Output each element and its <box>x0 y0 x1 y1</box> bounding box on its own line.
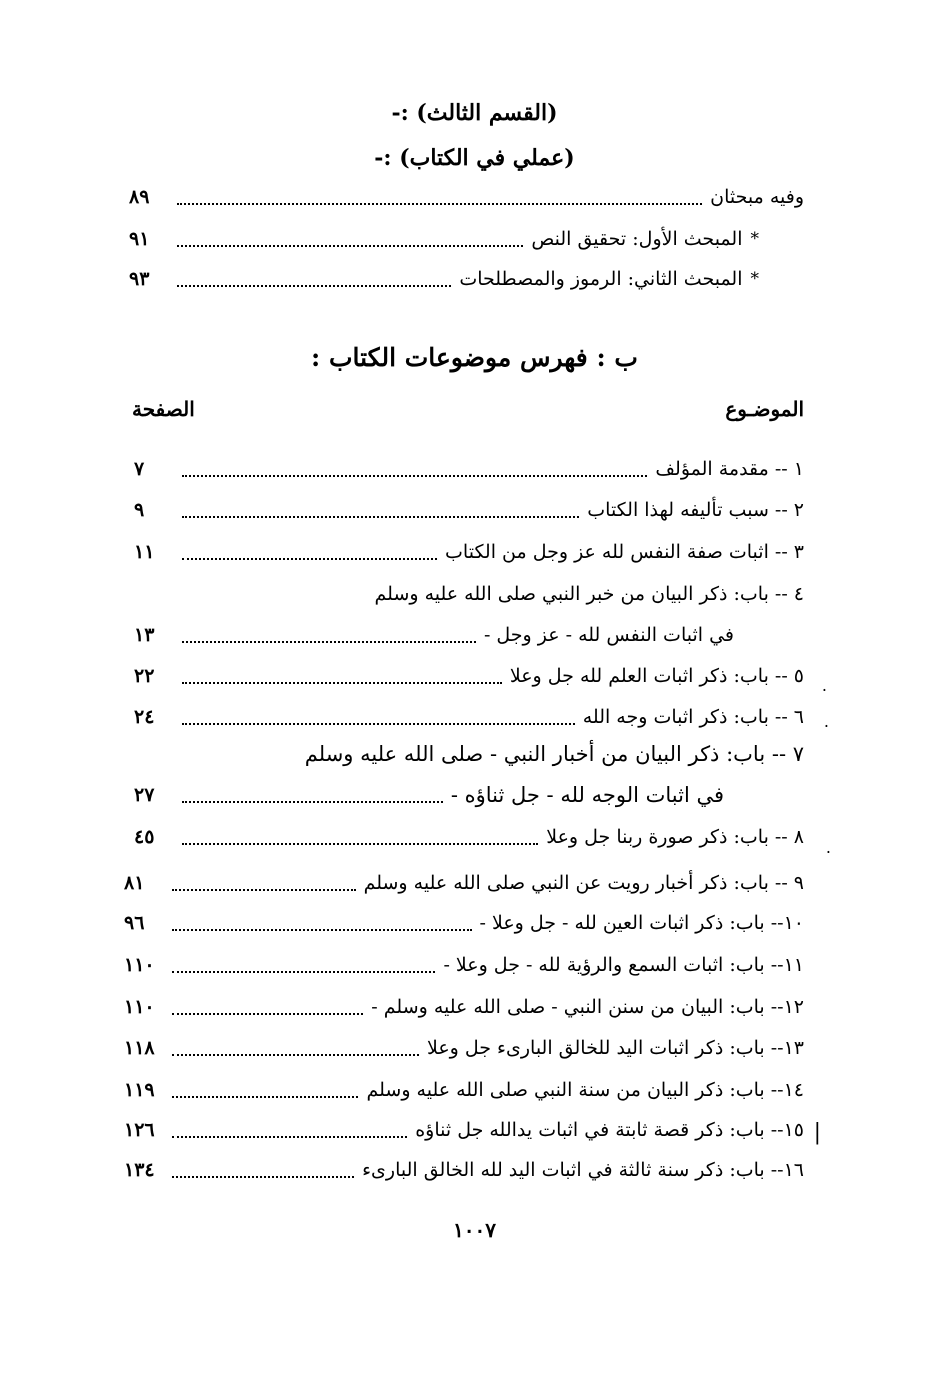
index-entry <box>134 700 804 734</box>
index-entry <box>124 990 804 1024</box>
column-header-page: الصفحة <box>132 397 195 421</box>
entry-text: في اثبات النفس لله - عز وجل - <box>483 624 734 646</box>
entry-page: ٤٥ <box>134 826 155 848</box>
leader-dots <box>182 843 538 845</box>
entry-page: ٢٧ <box>134 784 155 806</box>
toc-row-page: ٨٩ <box>129 186 150 208</box>
part-heading: (القسم الثالث) :- <box>391 100 558 126</box>
entry-text: ٦ -- باب: ذكر اثبات وجه الله <box>582 706 804 728</box>
entry-text: ٢ -- سبب تأليفه لهذا الكتاب <box>587 499 804 521</box>
index-title: ب : فهرس موضوعات الكتاب : <box>311 343 638 372</box>
entry-text: ١١-- باب: اثبات السمع والرؤية لله - جل وعلا - <box>443 954 804 976</box>
margin-speck: . <box>823 712 829 731</box>
entry-text: ١٠-- باب: ذكر اثبات العين لله - جل وعلا - <box>479 912 804 934</box>
leader-dots <box>172 929 472 931</box>
index-entry <box>134 452 804 486</box>
index-entry <box>134 618 734 652</box>
leader-dots <box>182 516 579 518</box>
toc-row-text: وفيه مبحثان <box>710 186 804 208</box>
leader-dots <box>182 475 647 477</box>
index-entry <box>124 1153 804 1187</box>
leader-dots <box>172 1054 419 1056</box>
entry-page: ٢٤ <box>134 706 155 728</box>
my-work-heading: (عملي في الكتاب) :- <box>374 145 575 171</box>
entry-page: ١١٨ <box>124 1037 155 1059</box>
entry-page: ١١٠ <box>124 954 155 976</box>
index-entry-line: ٤ -- باب: ذكر البيان من خبر النبي صلى الله عليه وسلم <box>374 583 804 605</box>
entry-page: ١٣٤ <box>124 1159 155 1181</box>
toc-row-text: المبحث الثاني: الرموز والمصطلحات <box>459 268 743 290</box>
entry-text: ٨ -- باب: ذكر صورة ربنا جل وعلا <box>546 826 804 848</box>
entry-text: ١٢-- باب: البيان من سنن النبي - صلى الله عليه وسلم - <box>371 996 804 1018</box>
toc-row <box>129 262 759 296</box>
toc-row <box>129 222 759 256</box>
column-header-topic: الموضـوع <box>725 397 804 421</box>
entry-page: ٨١ <box>124 872 145 894</box>
entry-page: ١١ <box>134 541 155 563</box>
entry-text: ٥ -- باب: ذكر اثبات العلم لله جل وعلا <box>509 665 804 687</box>
entry-text: ١٤-- باب: ذكر البيان من سنة النبي صلى الله عليه وسلم <box>366 1079 804 1101</box>
leader-dots <box>182 801 443 803</box>
entry-text: في اثبات الوجه لله - جل ثناؤه - <box>450 783 724 807</box>
toc-row-page: ٩١ <box>129 228 150 250</box>
index-entry <box>134 493 804 527</box>
leader-dots <box>177 245 523 247</box>
entry-page: ١١٩ <box>124 1079 155 1101</box>
leader-dots <box>172 1013 363 1015</box>
entry-page: ٧ <box>134 458 145 480</box>
leader-dots <box>172 971 435 973</box>
margin-speck: . <box>821 676 827 695</box>
leader-dots <box>172 1176 354 1178</box>
entry-text: ٩ -- باب: ذكر أخبار رويت عن النبي صلى الله عليه وسلم <box>363 872 804 894</box>
leader-dots <box>182 723 575 725</box>
index-entry <box>124 1031 804 1065</box>
toc-row-text: المبحث الأول: تحقيق النص <box>531 228 743 250</box>
index-entry <box>124 906 804 940</box>
leader-dots <box>182 558 437 560</box>
leader-dots <box>177 203 702 205</box>
leader-dots <box>172 889 356 891</box>
entry-text: ٣ -- اثبات صفة النفس لله عز وجل من الكتاب <box>445 541 804 563</box>
entry-page: ١١٠ <box>124 996 155 1018</box>
leader-dots <box>172 1136 407 1138</box>
entry-text: ١٣-- باب: ذكر اثبات اليد للخالق البارىء جل وعلا <box>426 1037 804 1059</box>
leader-dots <box>182 682 502 684</box>
page-number: ١٠٠٧ <box>453 1218 496 1242</box>
asterisk-bullet: * <box>750 229 759 249</box>
index-entry <box>134 778 724 812</box>
entry-page: ٢٢ <box>134 665 155 687</box>
index-entry <box>124 866 804 900</box>
margin-mark: | <box>813 1120 821 1145</box>
entry-page: ١٣ <box>134 624 155 646</box>
toc-row <box>129 180 804 214</box>
index-entry-line: ٧ -- باب: ذكر البيان من أخبار النبي - صلى الله عليه وسلم <box>304 742 804 766</box>
index-entry <box>134 535 804 569</box>
index-entry <box>134 659 804 693</box>
margin-speck: . <box>825 838 831 857</box>
entry-text: ١٥-- باب: ذكر قصة ثابتة في اثبات يدالله جل ثناؤه <box>415 1119 804 1141</box>
asterisk-bullet: * <box>750 269 759 289</box>
index-entry <box>124 1113 804 1147</box>
index-entry <box>124 1073 804 1107</box>
leader-dots <box>182 641 476 643</box>
entry-text: ١ -- مقدمة المؤلف <box>655 458 804 480</box>
leader-dots <box>172 1096 358 1098</box>
index-entry <box>124 948 804 982</box>
entry-page: ١٢٦ <box>124 1119 155 1141</box>
entry-page: ٩ <box>134 499 145 521</box>
entry-page: ٩٦ <box>124 912 145 934</box>
entry-text: ١٦-- باب: ذكر سنة ثالثة في اثبات اليد لله الخالق البارىء <box>362 1159 804 1181</box>
toc-row-page: ٩٣ <box>129 268 150 290</box>
index-entry <box>134 820 804 854</box>
leader-dots <box>177 285 451 287</box>
